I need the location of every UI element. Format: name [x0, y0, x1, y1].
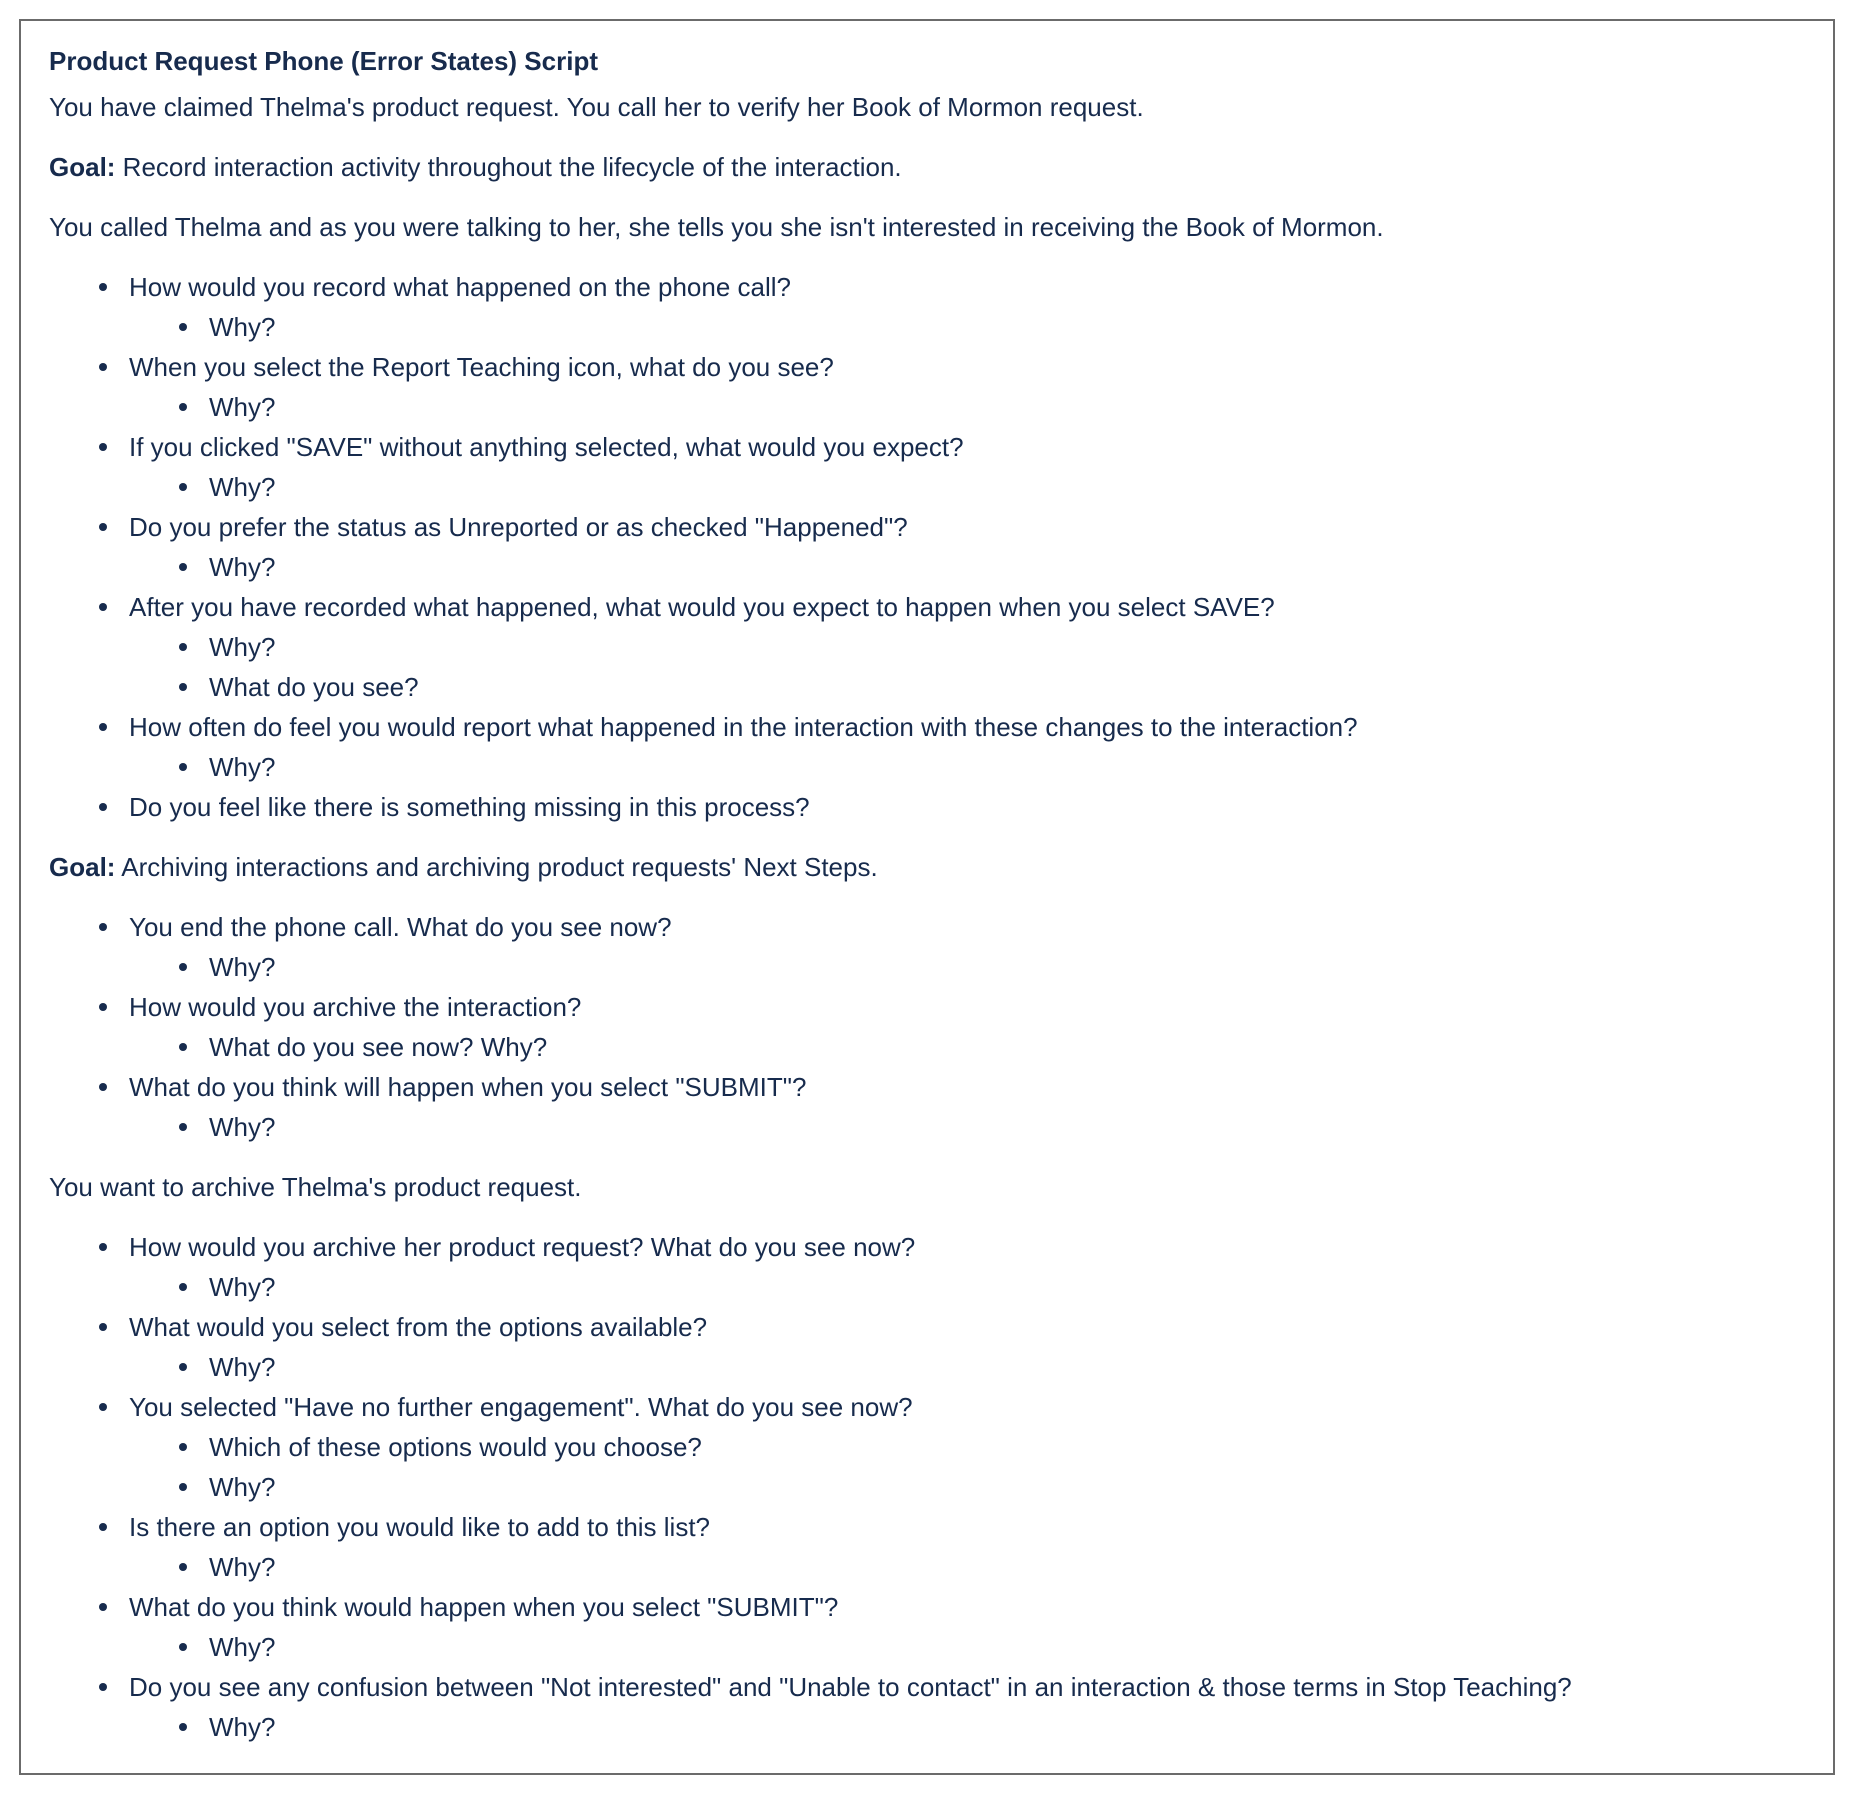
intro-paragraph: You have claimed Thelma's product request. You call her to verify her Book of Mormon request.	[49, 92, 1144, 122]
bullet-icon	[179, 1723, 187, 1731]
question-list-record	[49, 267, 1813, 827]
sub-question-item	[209, 1427, 1813, 1467]
bullet-icon	[179, 1123, 187, 1131]
bullet-icon	[179, 323, 187, 331]
sub-question-text: Why?	[209, 952, 276, 982]
sub-question-item	[209, 1107, 1813, 1147]
bullet-icon	[99, 603, 107, 611]
goal-paragraph-archive	[49, 847, 1813, 887]
sub-question-list	[129, 1427, 1813, 1507]
bullet-icon	[99, 1243, 107, 1251]
question-item	[129, 787, 1813, 827]
bullet-icon	[99, 1083, 107, 1091]
sub-question-list	[129, 467, 1813, 507]
sub-question-text: Why?	[209, 1112, 276, 1142]
page-title: Product Request Phone (Error States) Script	[49, 46, 598, 76]
bullet-icon	[99, 1603, 107, 1611]
sub-question-list	[129, 947, 1813, 987]
sub-question-item	[209, 1267, 1813, 1307]
bullet-icon	[179, 1043, 187, 1051]
goal-text: Archiving interactions and archiving product requests' Next Steps.	[115, 852, 878, 882]
script-content	[49, 35, 1813, 1767]
sub-question-text: Which of these options would you choose?	[209, 1432, 702, 1462]
sub-question-item	[209, 747, 1813, 787]
bullet-icon	[99, 523, 107, 531]
bullet-icon	[99, 1523, 107, 1531]
bullet-icon	[179, 1563, 187, 1571]
bullet-icon	[179, 643, 187, 651]
sub-question-text: Why?	[209, 1552, 276, 1582]
sub-question-list	[129, 747, 1813, 787]
question-text: What do you think will happen when you select "SUBMIT"?	[129, 1072, 807, 1102]
question-item	[129, 347, 1813, 427]
sub-question-text: Why?	[209, 1632, 276, 1662]
question-list-archive-request	[49, 1227, 1813, 1747]
question-item	[129, 1227, 1813, 1307]
question-text: How would you archive her product request? What do you see now?	[129, 1232, 916, 1262]
sub-question-item	[209, 1707, 1813, 1747]
sub-question-text: What do you see now? Why?	[209, 1032, 548, 1062]
sub-question-item	[209, 1547, 1813, 1587]
bullet-icon	[179, 683, 187, 691]
sub-question-item	[209, 1467, 1813, 1507]
bullet-icon	[179, 1363, 187, 1371]
question-item	[129, 267, 1813, 347]
question-text: Do you see any confusion between "Not interested" and "Unable to contact" in an interaction & those terms in Stop Teaching?	[129, 1672, 1572, 1702]
sub-question-item	[209, 1027, 1813, 1067]
bullet-icon	[99, 363, 107, 371]
bullet-icon	[99, 923, 107, 931]
sub-question-list	[129, 547, 1813, 587]
bullet-icon	[99, 803, 107, 811]
question-text: Do you prefer the status as Unreported or as checked "Happened"?	[129, 512, 908, 542]
question-list-archive-interaction	[49, 907, 1813, 1147]
bullet-icon	[99, 283, 107, 291]
question-item	[129, 1587, 1813, 1667]
bullet-icon	[99, 1403, 107, 1411]
sub-question-text: What do you see?	[209, 672, 419, 702]
question-text: How would you record what happened on the phone call?	[129, 272, 792, 302]
question-item	[129, 1067, 1813, 1147]
bullet-icon	[179, 483, 187, 491]
sub-question-item	[209, 467, 1813, 507]
question-item	[129, 1307, 1813, 1387]
question-item	[129, 507, 1813, 587]
sub-question-list	[129, 1267, 1813, 1307]
sub-question-list	[129, 1547, 1813, 1587]
sub-question-list	[129, 1707, 1813, 1747]
bullet-icon	[99, 443, 107, 451]
question-text: If you clicked "SAVE" without anything selected, what would you expect?	[129, 432, 964, 462]
sub-question-list	[129, 307, 1813, 347]
sub-question-item	[209, 947, 1813, 987]
sub-question-item	[209, 1627, 1813, 1667]
question-text: Do you feel like there is something missing in this process?	[129, 792, 810, 822]
bullet-icon	[179, 763, 187, 771]
sub-question-list	[129, 627, 1813, 707]
question-text: Is there an option you would like to add to this list?	[129, 1512, 711, 1542]
bullet-icon	[179, 403, 187, 411]
question-text: You end the phone call. What do you see now?	[129, 912, 672, 942]
sub-question-text: Why?	[209, 392, 276, 422]
question-text: What would you select from the options available?	[129, 1312, 708, 1342]
sub-question-text: Why?	[209, 1712, 276, 1742]
bullet-icon	[179, 1483, 187, 1491]
bullet-icon	[99, 1323, 107, 1331]
question-item	[129, 1507, 1813, 1587]
question-text: How often do feel you would report what happened in the interaction with these changes to the interaction?	[129, 712, 1358, 742]
sub-question-text: Why?	[209, 632, 276, 662]
sub-question-text: Why?	[209, 1472, 276, 1502]
sub-question-list	[129, 1027, 1813, 1067]
question-text: What do you think would happen when you select "SUBMIT"?	[129, 1592, 839, 1622]
bullet-icon	[179, 963, 187, 971]
sub-question-text: Why?	[209, 1352, 276, 1382]
bullet-icon	[99, 1683, 107, 1691]
sub-question-text: Why?	[209, 552, 276, 582]
sub-question-item	[209, 667, 1813, 707]
question-text: After you have recorded what happened, what would you expect to happen when you select SAVE?	[129, 592, 1275, 622]
question-item	[129, 587, 1813, 707]
goal-label: Goal:	[49, 152, 116, 182]
question-text: You selected "Have no further engagement". What do you see now?	[129, 1392, 913, 1422]
bullet-icon	[179, 1443, 187, 1451]
bullet-icon	[99, 1003, 107, 1011]
question-item	[129, 1387, 1813, 1507]
question-text: When you select the Report Teaching icon, what do you see?	[129, 352, 834, 382]
sub-question-item	[209, 547, 1813, 587]
goal-paragraph-record	[49, 147, 1813, 187]
question-item	[129, 1667, 1813, 1747]
bullet-icon	[99, 723, 107, 731]
question-item	[129, 427, 1813, 507]
sub-question-list	[129, 387, 1813, 427]
sub-question-text: Why?	[209, 752, 276, 782]
goal-text: Record interaction activity throughout the lifecycle of the interaction.	[115, 152, 902, 182]
question-item	[129, 987, 1813, 1067]
bullet-icon	[179, 563, 187, 571]
sub-question-item	[209, 387, 1813, 427]
sub-question-list	[129, 1347, 1813, 1387]
sub-question-item	[209, 1347, 1813, 1387]
sub-question-item	[209, 627, 1813, 667]
bullet-icon	[179, 1283, 187, 1291]
sub-question-list	[129, 1107, 1813, 1147]
sub-question-text: Why?	[209, 1272, 276, 1302]
script-panel	[19, 19, 1835, 1775]
context-paragraph-archive: You want to archive Thelma's product request.	[49, 1172, 582, 1202]
question-text: How would you archive the interaction?	[129, 992, 582, 1022]
question-item	[129, 907, 1813, 987]
sub-question-text: Why?	[209, 472, 276, 502]
question-item	[129, 707, 1813, 787]
goal-label: Goal:	[49, 852, 116, 882]
sub-question-list	[129, 1627, 1813, 1667]
context-paragraph-call: You called Thelma and as you were talking to her, she tells you she isn't interested in receiving the Book of Mormon.	[49, 212, 1384, 242]
sub-question-item	[209, 307, 1813, 347]
bullet-icon	[179, 1643, 187, 1651]
sub-question-text: Why?	[209, 312, 276, 342]
